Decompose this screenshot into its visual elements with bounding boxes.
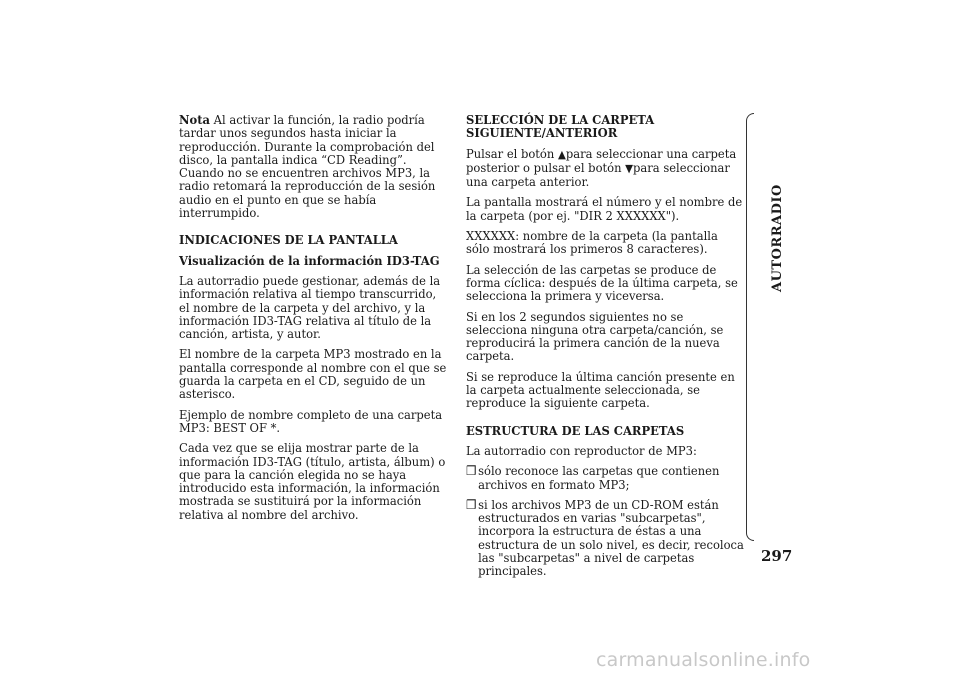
heading-folder-structure: ESTRUCTURA DE LAS CARPETAS bbox=[466, 422, 685, 438]
checkbox-bullet-icon: ❒ bbox=[466, 463, 477, 479]
paragraph: Si se reproduce la última canción presente en la carpeta actualmente seleccionada, se reproduce la siguiente carpeta. bbox=[466, 368, 735, 411]
note-paragraph bbox=[179, 113, 450, 219]
bullet-item bbox=[466, 498, 754, 578]
watermark: carmanualsonline.info bbox=[596, 649, 811, 671]
paragraph: La selección de las carpetas se produce de forma cíclica: después de la última carpeta, se selecciona la primera y viceversa. bbox=[466, 261, 738, 304]
paragraph: XXXXXX: nombre de la carpeta (la pantalla sólo mostrará los primeros 8 caracteres). bbox=[466, 228, 718, 257]
up-arrow-icon: ▲ bbox=[557, 147, 566, 161]
text-run: para seleccionar una carpeta anterior. bbox=[466, 159, 730, 190]
right-column bbox=[466, 112, 744, 585]
paragraph: La autorradio con reproductor de MP3: bbox=[466, 442, 697, 458]
text-run: para seleccionar una carpeta posterior o pulsar el botón bbox=[466, 145, 737, 175]
bullet-text: sólo reconoce las carpetas que contienen archivos en formato MP3; bbox=[478, 463, 720, 492]
paragraph: Cada vez que se elija mostrar parte de la información ID3-TAG (título, artista, álbum) o que para la canción elegida no se haya introducido esta información, la información mostrada se sustituirá por la información relativa al nombre del archivo. bbox=[179, 440, 446, 522]
side-tab-bracket bbox=[746, 113, 754, 541]
bullet-text: si los archivos MP3 de un CD-ROM están estructurados en varias "subcarpetas", incorpora la estructura de éstas a una estructura de un solo nivel, es decir, recoloca las "subcarpetas" a nivel de carpetas principales. bbox=[478, 496, 744, 579]
down-arrow-icon: ▼ bbox=[625, 161, 634, 175]
side-tab-label: AUTORRADIO bbox=[770, 184, 785, 292]
paragraph bbox=[466, 147, 742, 189]
heading-folder-selection: SELECCIÓN DE LA CARPETA SIGUIENTE/ANTERIOR bbox=[466, 112, 655, 141]
bullet-item bbox=[466, 464, 754, 491]
page-number: 297 bbox=[761, 547, 793, 565]
note-label: Nota bbox=[179, 112, 211, 127]
checkbox-bullet-icon: ❒ bbox=[466, 496, 477, 512]
text-run: Pulsar el botón bbox=[466, 145, 558, 161]
paragraph: La autorradio puede gestionar, además de la información relativa al tiempo transcurrido, el nombre de la carpeta y del archivo, y la información ID3-TAG relativa al título de la canción, artista, y autor. bbox=[179, 272, 441, 342]
heading-display: INDICACIONES DE LA PANTALLA bbox=[179, 232, 398, 248]
paragraph: Ejemplo de nombre completo de una carpeta MP3: BEST OF *. bbox=[179, 406, 443, 435]
paragraph: El nombre de la carpeta MP3 mostrado en la pantalla corresponde al nombre con el que se guarda la carpeta en el CD, seguido de un asterisco. bbox=[179, 346, 447, 402]
paragraph: La pantalla mostrará el número y el nombre de la carpeta (por ej. "DIR 2 XXXXXX"). bbox=[466, 194, 743, 223]
note-text: Al activar la función, la radio podría tardar unos segundos hasta iniciar la reproducción. Durante la comprobación del disco, la pantalla indica “CD Reading”. Cuando no se encuentren archivos MP3, la radio retomará la reproducción de la sesión audio en el punto en que se había interrumpido. bbox=[179, 112, 436, 221]
paragraph: Si en los 2 segundos siguientes no se selecciona ninguna otra carpeta/canción, se reproducirá la primera canción de la nueva carpeta. bbox=[466, 308, 724, 364]
subheading-id3-tag: Visualización de la información ID3-TAG bbox=[179, 252, 440, 268]
left-column bbox=[179, 113, 449, 528]
